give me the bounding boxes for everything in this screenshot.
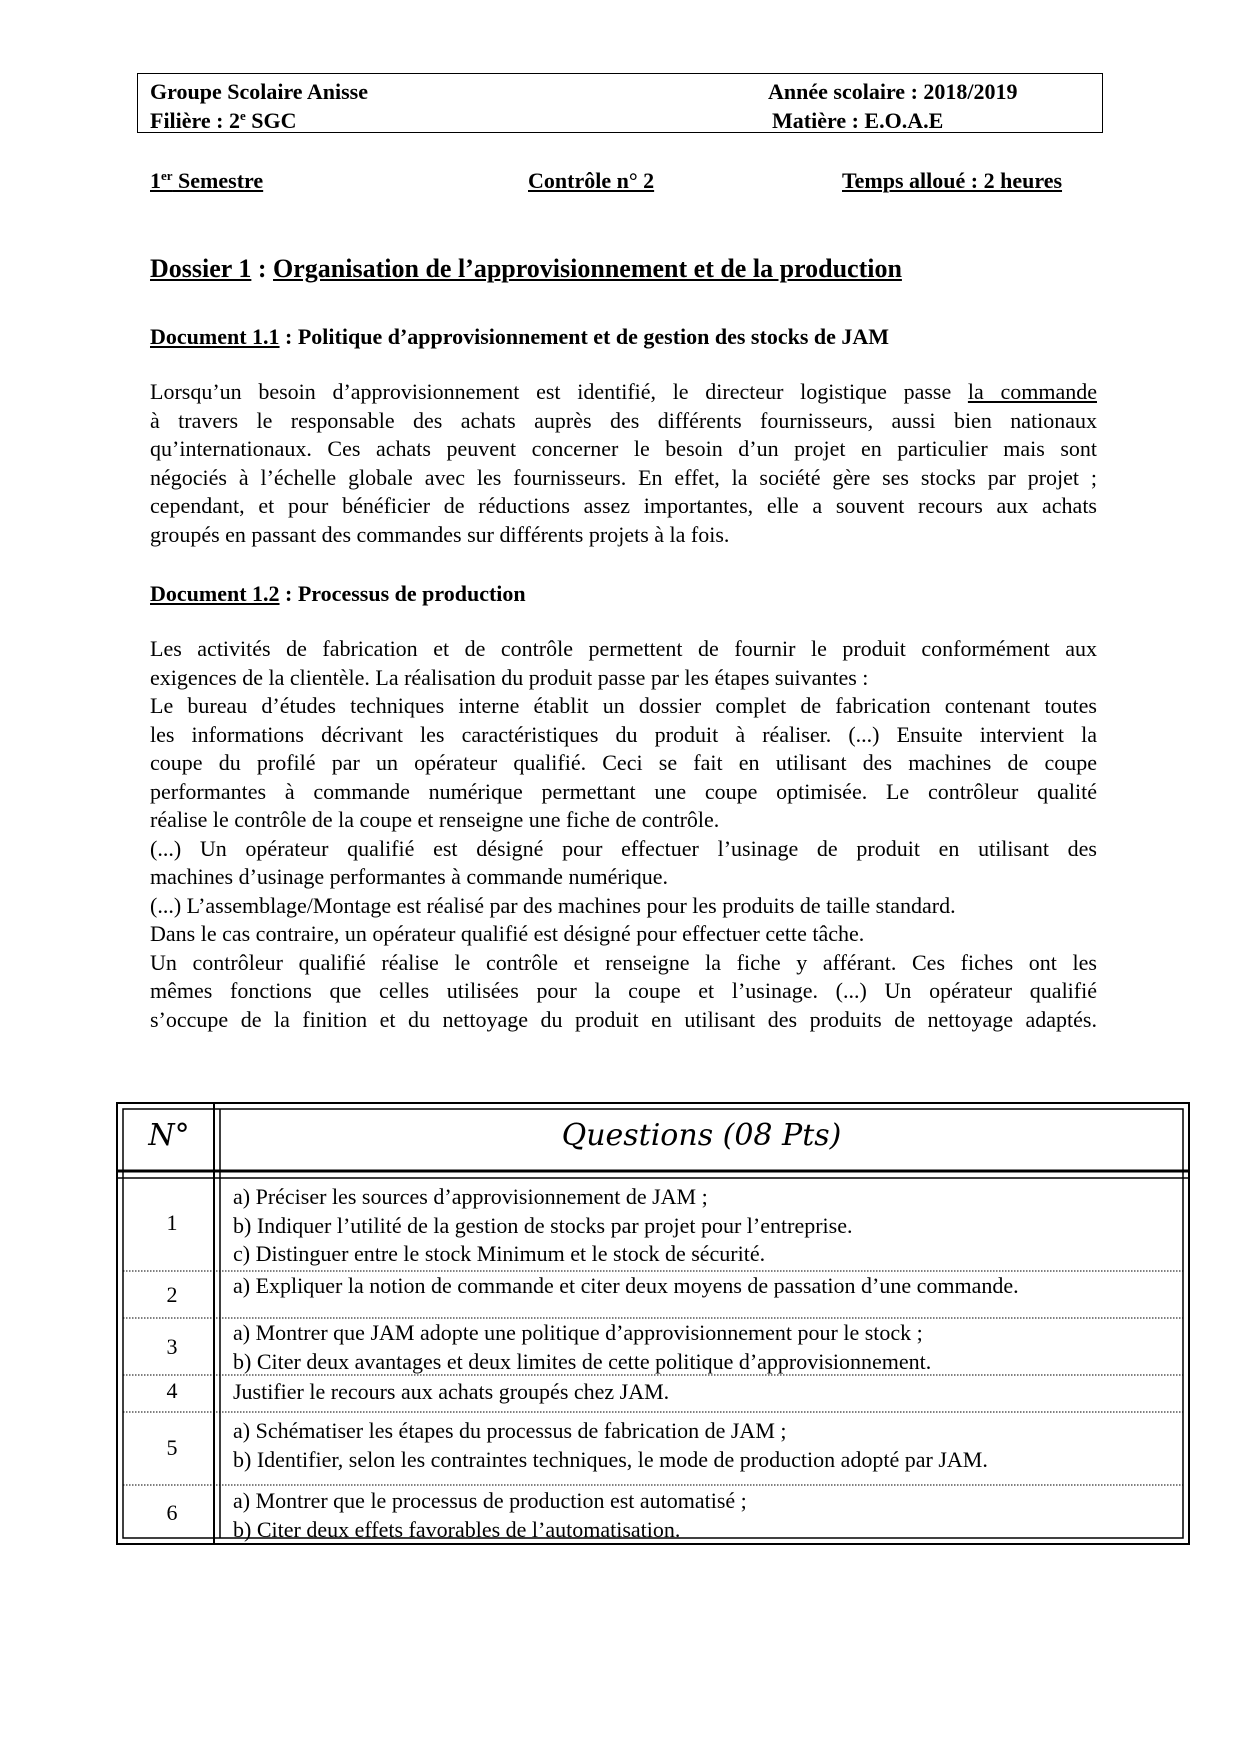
question-item: b) Indiquer l’utilité de la gestion de stocks par projet pour l’entreprise.: [233, 1212, 853, 1238]
col-questions-header: Questions (08 Pts): [561, 1118, 842, 1153]
matiere: Matière : E.O.A.E: [772, 108, 944, 133]
doc-1-2-line: Dans le cas contraire, un opérateur qualifié est désigné pour effectuer cette tâche.: [150, 921, 865, 946]
question-row-3: [233, 1319, 931, 1376]
doc-1-2-line: performantes à commande numérique permettant une coupe optimisée. Le contrôleur qualité: [150, 778, 1097, 804]
question-number: 6: [166, 1500, 178, 1525]
question-item: a) Montrer que le processus de production est automatisé ;: [233, 1488, 747, 1513]
doc-1-1-heading: Document 1.1 : Politique d’approvisionnement et de gestion des stocks de JAM: [150, 324, 890, 349]
question-number: 3: [166, 1334, 178, 1359]
doc-1-1-line: cependant, et pour bénéficier de réductions assez importantes, elle a souvent recours aux achats: [150, 493, 1097, 518]
doc-1-1-line: Lorsqu’un besoin d’approvisionnement est identifié, le directeur logistique passe la commande: [150, 379, 1097, 404]
question-item: a) Expliquer la notion de commande et citer deux moyens de passation d’une commande.: [233, 1273, 1019, 1298]
doc-1-2-line: mêmes fonctions que celles utilisées pour la coupe et l’usinage. (...) Un opérateur qualifié: [150, 978, 1097, 1003]
doc-1-2-text: [150, 635, 1097, 1034]
doc-1-2-line: exigences de la clientèle. La réalisation du produit passe par les étapes suivantes :: [150, 664, 869, 690]
doc-1-1-line: négociés à l’échelle globale avec les fournisseurs. En effet, la société gère ses stocks par projet ;: [150, 464, 1097, 490]
question-item: b) Citer deux effets favorables de l’automatisation.: [233, 1516, 681, 1542]
school-name: Groupe Scolaire Anisse: [150, 79, 368, 104]
question-item: b) Citer deux avantages et deux limites de cette politique d’approvisionnement.: [233, 1348, 932, 1374]
doc-1-2-line: Un contrôleur qualifié réalise le contrôle et renseigne la fiche y afférant. Ces fiches ont les: [150, 949, 1097, 975]
doc-1-2-line: (...) L’assemblage/Montage est réalisé par des machines pour les produits de taille standard.: [150, 892, 956, 918]
question-item: b) Identifier, selon les contraintes techniques, le mode de production adopté par JAM.: [233, 1446, 988, 1472]
doc-1-1-line: qu’internationaux. Ces achats peuvent concerner le besoin d’un projet en particulier mais sont: [150, 436, 1097, 461]
col-num-header: N°: [148, 1118, 190, 1153]
doc-1-1-line: groupés en passant des commandes sur différents projets à la fois.: [150, 521, 730, 547]
doc-1-1-line: à travers le responsable des achats auprès des différents fournisseurs, aussi bien nationaux: [150, 407, 1097, 433]
doc-1-2-line: les informations décrivant les caractéristiques du produit à réaliser. (...) Ensuite intervient la: [150, 721, 1097, 747]
question-row-6: [233, 1487, 747, 1544]
question-row-4: [233, 1378, 669, 1407]
questions-table: [116, 1102, 1190, 1545]
doc-1-1-text: [150, 378, 1097, 549]
doc-1-2-line: Les activités de fabrication et de contrôle permettent de fournir le produit conformément aux: [150, 636, 1097, 661]
school-year: Année scolaire : 2018/2019: [768, 79, 1018, 104]
dossier-title: Dossier 1 : Organisation de l’approvisionnement et de la production: [150, 254, 902, 283]
question-row-5: [233, 1417, 988, 1474]
doc-1-2-line: Le bureau d’études techniques interne établit un dossier complet de fabrication contenant toutes: [150, 693, 1097, 718]
question-item: a) Préciser les sources d’approvisionnement de JAM ;: [233, 1184, 708, 1209]
time-allowed: Temps alloué : 2 heures: [842, 168, 1063, 193]
question-item: c) Distinguer entre le stock Minimum et le stock de sécurité.: [233, 1241, 766, 1266]
doc-1-2-line: (...) Un opérateur qualifié est désigné pour effectuer l’usinage de produit en utilisant des: [150, 835, 1097, 861]
question-number: 4: [166, 1378, 178, 1403]
doc-1-2-line: s’occupe de la finition et du nettoyage du produit en utilisant des produits de nettoyage adaptés.: [150, 1006, 1097, 1032]
question-number: 1: [166, 1210, 178, 1235]
controle-number: Contrôle n° 2: [528, 168, 655, 193]
question-item: Justifier le recours aux achats groupés chez JAM.: [233, 1379, 670, 1404]
question-number: 2: [166, 1282, 178, 1307]
filiere: Filière : 2e SGC: [150, 108, 297, 133]
question-item: a) Schématiser les étapes du processus de fabrication de JAM ;: [233, 1418, 787, 1443]
question-item: a) Montrer que JAM adopte une politique d’approvisionnement pour le stock ;: [233, 1320, 923, 1345]
question-number: 5: [166, 1435, 178, 1460]
doc-1-2-heading: Document 1.2 : Processus de production: [150, 581, 526, 606]
doc-1-2-line: machines d’usinage performantes à commande numérique.: [150, 864, 669, 889]
doc-1-2-line: coupe du profilé par un opérateur qualifié. Ceci se fait en utilisant des machines de coupe: [150, 750, 1097, 775]
doc-1-2-line: réalise le contrôle de la coupe et renseigne une fiche de contrôle.: [150, 807, 720, 832]
semester: 1er Semestre: [150, 168, 264, 193]
question-row-2: [233, 1272, 1019, 1301]
question-row-1: [233, 1183, 852, 1269]
